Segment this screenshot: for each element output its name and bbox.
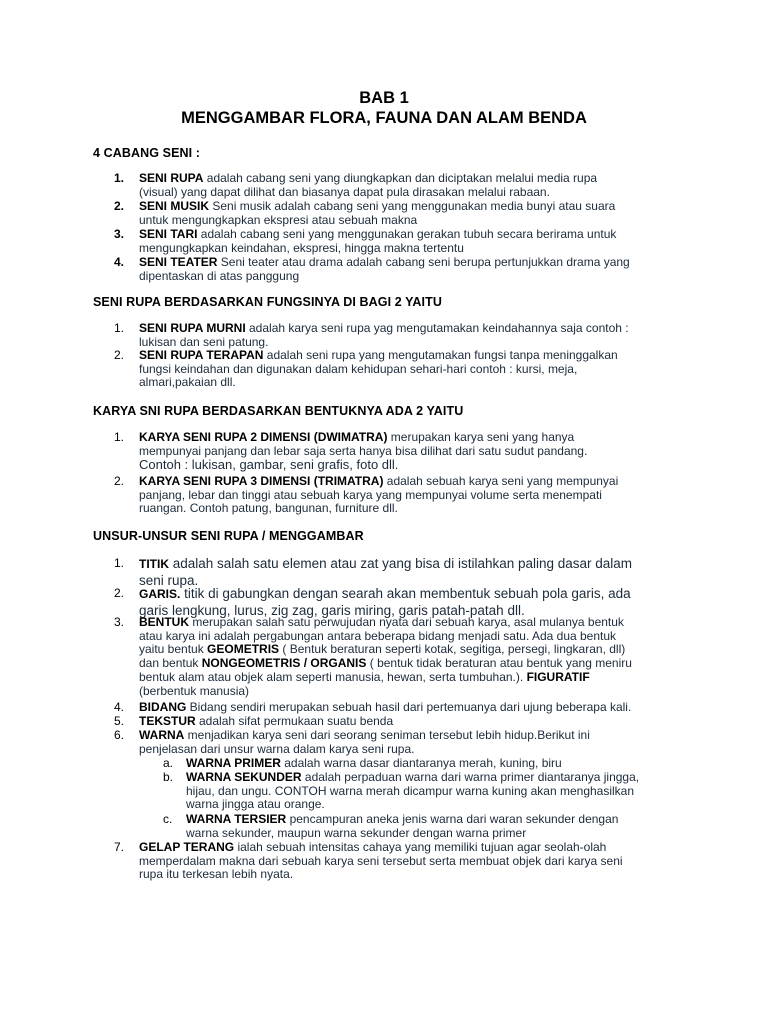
list-number: 1.: [114, 430, 125, 444]
list-number: 3.: [114, 227, 125, 241]
description: hijau, dan ungu. CONTOH warna merah dicampur warna kuning akan menghasilkan: [186, 783, 635, 798]
description: Seni musik adalah cabang seni yang menggunakan media bunyi atau suara: [209, 199, 616, 213]
description: merupakan salah satu perwujudan nyata dari sebuah karya, asal mulanya bentuk: [189, 615, 624, 629]
list-number: 2.: [114, 348, 125, 362]
description: adalah sifat permukaan suatu benda: [195, 714, 394, 728]
list-number: 4.: [114, 255, 125, 269]
description: warna jingga atau orange.: [186, 797, 325, 812]
description: penjelasan dari unsur warna dalam karya seni rupa.: [139, 741, 415, 756]
description: adalah warna dasar diantaranya merah, kuning, biru: [280, 756, 562, 770]
term: TEKSTUR: [139, 714, 196, 728]
list-number: 1.: [114, 556, 125, 570]
section-heading-unsur: UNSUR-UNSUR SENI RUPA / MENGGAMBAR: [93, 529, 364, 543]
term: WARNA PRIMER: [186, 756, 281, 770]
description: mempunyai panjang dan lebar saja serta hanya bisa dilihat dari satu sudut pandang.: [139, 443, 588, 458]
term: WARNA SEKUNDER: [186, 770, 302, 784]
description: ialah sebuah intensitas cahaya yang memiliki tujuan agar seolah-olah: [234, 840, 607, 854]
chapter-title: MENGGAMBAR FLORA, FAUNA DAN ALAM BENDA: [181, 109, 587, 127]
description: adalah perpaduan warna dari warna primer diantaranya jingga,: [301, 770, 640, 784]
sub-list-letter: a.: [163, 756, 174, 770]
term: BIDANG: [139, 700, 187, 714]
description: Bidang sendiri merupakan sebuah hasil dari pertemuanya dari ujung beberapa kali.: [186, 700, 632, 714]
list-number: 1.: [114, 321, 125, 335]
term: SENI RUPA TERAPAN: [139, 348, 264, 362]
term: WARNA: [139, 728, 185, 742]
description: almari,pakaian dll.: [139, 375, 236, 390]
term: NONGEOMETRIS / ORGANIS: [201, 656, 367, 671]
description: adalah karya seni rupa yag mengutamakan keindahannya saja contoh :: [245, 321, 629, 335]
description: panjang, lebar dan tinggi atau sebuah karya yang mempunyai volume serta menempati: [139, 487, 602, 502]
description: memperdalam makna dari sebuah karya seni tersebut serta membuat objek dari karya seni: [139, 853, 623, 868]
description: ( bentuk tidak beraturan atau bentuk yang meniru: [366, 656, 632, 671]
description: dan bentuk: [139, 656, 202, 671]
description: merupakan karya seni yang hanya: [387, 430, 575, 444]
term: TITIK: [139, 557, 169, 571]
term: SENI MUSIK: [139, 199, 210, 213]
list-number: 2.: [114, 199, 125, 213]
term: SENI TEATER: [139, 255, 218, 269]
description: garis lengkung, lurus, zig zag, garis miring, garis patah-patah dll.: [139, 602, 525, 618]
description: fungsi keindahan dan digunakan dalam kehidupan sehari-hari contoh : kursi, meja,: [139, 361, 578, 376]
description: (visual) yang dapat dilihat dan biasanya dapat pula dirasakan melalui rabaan.: [139, 184, 550, 199]
description: seni rupa.: [139, 572, 199, 588]
description: adalah sebuah karya seni yang mempunyai: [383, 474, 619, 488]
description: lukisan dan seni patung.: [139, 334, 269, 349]
description: (berbentuk manusia): [139, 683, 250, 698]
description: pencampuran aneka jenis warna dari waran sekunder dengan: [286, 812, 619, 826]
description: titik di gabungkan dengan searah akan membentuk sebuah pola garis, ada: [180, 586, 631, 601]
description: ( Bentuk beraturan seperti kotak, segitiga, persegi, lingkaran, dll): [279, 642, 626, 657]
description: adalah seni rupa yang mengutamakan fungsi tanpa meninggalkan: [263, 348, 618, 362]
description: yaitu bentuk: [139, 642, 208, 657]
list-number: 2.: [114, 474, 125, 488]
sub-list-letter: b.: [163, 770, 174, 784]
description: ruangan. Contoh patung, bangunan, furniture dll.: [139, 501, 398, 516]
description: untuk mengungkapkan ekspresi atau sebuah makna: [139, 212, 418, 227]
description: adalah cabang seni yang menggunakan gerakan tubuh secara berirama untuk: [197, 227, 617, 241]
term: GEOMETRIS: [207, 642, 280, 657]
description: menjadikan karya seni dari seorang seniman tersebut lebih hidup.Berikut ini: [184, 728, 590, 742]
term: BENTUK: [139, 615, 189, 629]
description: rupa itu terkesan lebih nyata.: [139, 867, 294, 882]
description: warna sekunder, maupun warna sekunder dengan warna primer: [186, 825, 527, 840]
chapter-number: BAB 1: [359, 89, 409, 107]
term: GELAP TERANG: [139, 840, 235, 854]
term: SENI RUPA MURNI: [139, 321, 246, 335]
list-number: 7.: [114, 840, 125, 854]
list-number: 3.: [114, 615, 125, 629]
list-number: 5.: [114, 714, 125, 728]
term: SENI TARI: [139, 227, 198, 241]
description: Contoh : lukisan, gambar, seni grafis, foto dll.: [139, 457, 399, 473]
term: KARYA SENI RUPA 2 DIMENSI (DWIMATRA): [139, 430, 388, 444]
section-heading-fungsi: SENI RUPA BERDASARKAN FUNGSINYA DI BAGI 2 YAITU: [93, 295, 442, 309]
term: SENI RUPA: [139, 171, 204, 185]
section-heading-cabang: 4 CABANG SENI :: [93, 146, 201, 160]
description: adalah cabang seni yang diungkapkan dan diciptakan melalui media rupa: [203, 171, 598, 185]
term: KARYA SENI RUPA 3 DIMENSI (TRIMATRA): [139, 474, 384, 488]
description: bentuk alam atau objek alam seperti manusia, hewan, serta tumbuhan.).: [139, 669, 527, 684]
term: WARNA TERSIER: [186, 812, 287, 826]
description: atau karya ini adalah pergabungan antara beberapa bidang menjadi satu. Ada dua bentuk: [139, 628, 617, 643]
section-heading-bentuk: KARYA SNI RUPA BERDASARKAN BENTUKNYA ADA 2 YAITU: [93, 404, 464, 418]
description: Seni teater atau drama adalah cabang seni berupa pertunjukkan drama yang: [217, 255, 630, 269]
term: GARIS.: [139, 587, 181, 601]
term: FIGURATIF: [526, 669, 590, 684]
list-number: 4.: [114, 700, 125, 714]
list-number: 2.: [114, 586, 125, 600]
sub-list-letter: c.: [163, 812, 173, 826]
description: adalah salah satu elemen atau zat yang bisa di istilahkan paling dasar dalam: [169, 556, 633, 571]
list-number: 6.: [114, 728, 125, 742]
description: mengungkapkan keindahan, ekspresi, hingga makna tertentu: [139, 240, 464, 255]
list-number: 1.: [114, 171, 125, 185]
description: dipentaskan di atas panggung: [139, 268, 300, 283]
